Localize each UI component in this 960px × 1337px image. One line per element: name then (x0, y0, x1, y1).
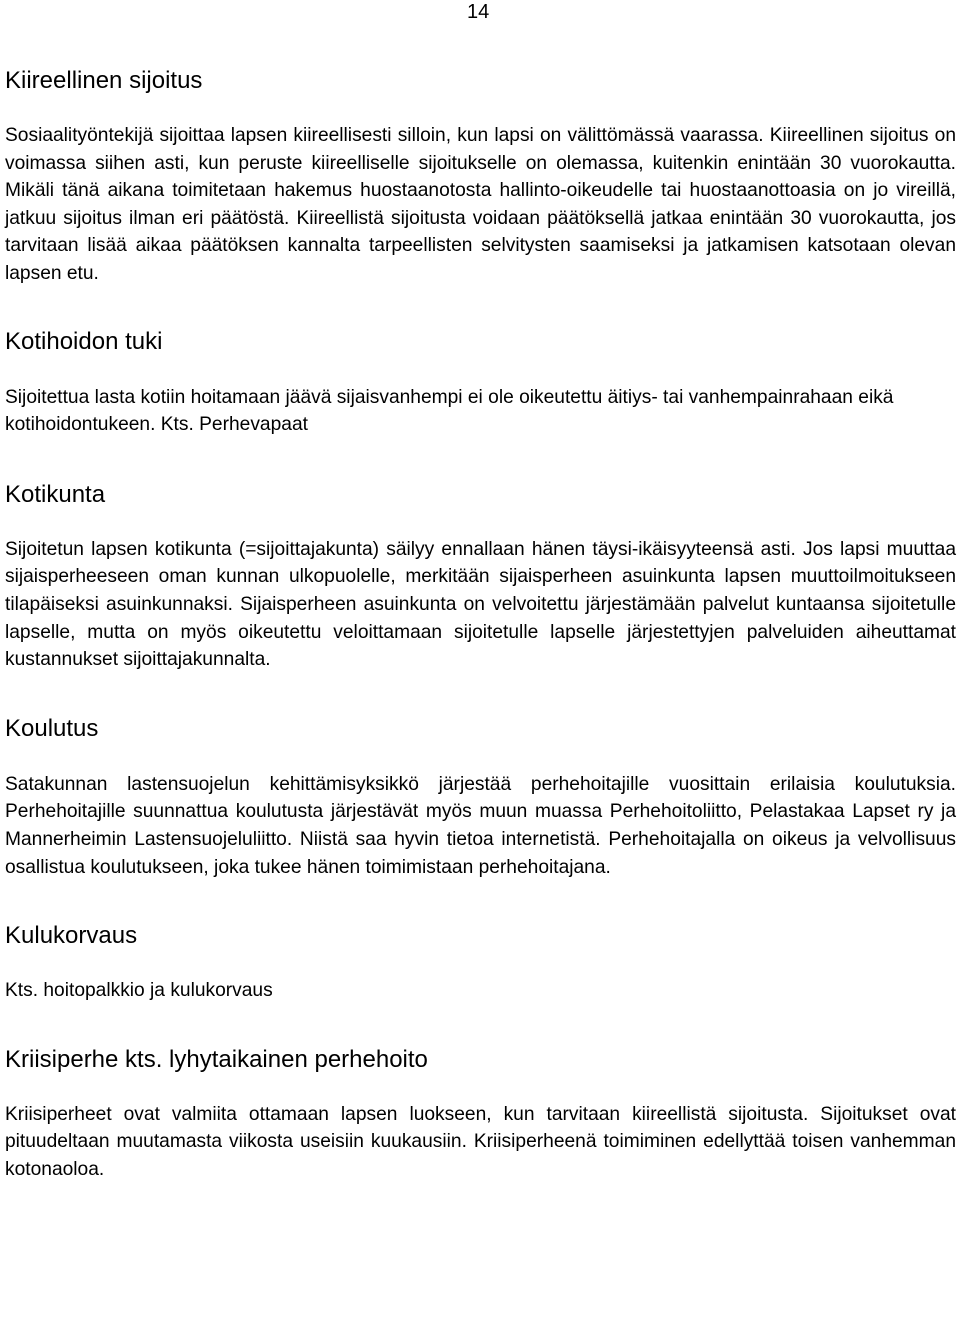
page-number: 14 (467, 1, 490, 23)
section-paragraph: Sosiaalityöntekijä sijoittaa lapsen kiireellisesti silloin, kun lapsi on välittömässä vaarassa. Kiireellinen sijoitus on voimassa siihen asti, kun peruste kiireelliselle sijoitukselle on olemassa, kuitenkin enintään 30 vuorokautta. Mikäli tänä aikana toimitetaan hakemus huostaanotosta hallinto-oikeudelle tai huostaanottoasia on jo vireillä, jatkuu sijoitus ilman eri päätöstä. Kiireellistä sijoitusta voidaan päätöksellä jatkaa enintään 30 vuorokautta, jos tarvitaan lisää aikaa päätöksen kannalta tarpeellisten selvitysten saamiseksi ja jatkamisen katsotaan olevan lapsen etu. (5, 125, 956, 284)
document-body (5, 66, 956, 1183)
section-koulutus (5, 714, 956, 881)
section-kotihoidon-tuki (5, 327, 956, 439)
section-heading: Kiireellinen sijoitus (5, 67, 203, 94)
section-heading: Kriisiperhe kts. lyhytaikainen perhehoito (5, 1045, 428, 1073)
section-heading: Kotihoidon tuki (5, 327, 163, 355)
section-heading: Koulutus (5, 714, 99, 742)
section-kotikunta (5, 480, 956, 674)
section-paragraph: Sijoitettua lasta kotiin hoitamaan jäävä sijaisvanhempi ei ole oikeutettu äitiys- tai vanhempainrahaan eikä kotihoidontukeen. Kts. Perhevapaat (5, 386, 894, 436)
section-paragraph: Kts. hoitopalkkio ja kulukorvaus (5, 980, 273, 1002)
section-paragraph: Satakunnan lastensuojelun kehittämisyksikkö järjestää perhehoitajille vuosittain erilaisia koulutuksia. Perhehoitajille suunnattua koulutusta järjestävät myös muun muassa Perhehoitoliitto, Pelastakaa Lapset ry ja Mannerheimin Lastensuojeluliitto. Niistä saa hyvin tietoa internetistä. Perhehoitajalla on oikeus ja velvollisuus osallistua koulutukseen, joka tukee hänen toimimistaan perhehoitajana. (5, 773, 956, 878)
section-heading: Kulukorvaus (5, 922, 138, 950)
section-paragraph: Sijoitetun lapsen kotikunta (=sijoittajakunta) säilyy ennallaan hänen täysi-ikäisyyteensä asti. Jos lapsi muuttaa sijaisperheeseen oman kunnan ulkopuolelle, merkitään sijaisperheen asuinkunta lapsen muuttoilmoitukseen tilapäiseksi asuinkunnaksi. Sijaisperheen asuinkunta on velvoitettu järjestämään palvelut kuntaansa sijoitetulle lapselle, mutta on myös oikeutettu veloittamaan sijoitetulle lapselle järjestettyjen palveluiden aiheuttamat kustannukset sijoittajakunnalta. (5, 538, 956, 671)
section-heading: Kotikunta (5, 480, 106, 508)
section-kiireellinen-sijoitus (5, 66, 956, 288)
section-kriisiperhe (5, 1045, 956, 1184)
section-paragraph: Kriisiperheet ovat valmiita ottamaan lapsen luokseen, kun tarvitaan kiireellistä sijoitusta. Sijoitukset ovat pituudeltaan muutamasta viikosta useisiin kuukausiin. Kriisiperheenä toimiminen edellyttää toisen vanhemman kotonaoloa. (5, 1103, 956, 1180)
section-kulukorvaus (5, 921, 956, 1005)
